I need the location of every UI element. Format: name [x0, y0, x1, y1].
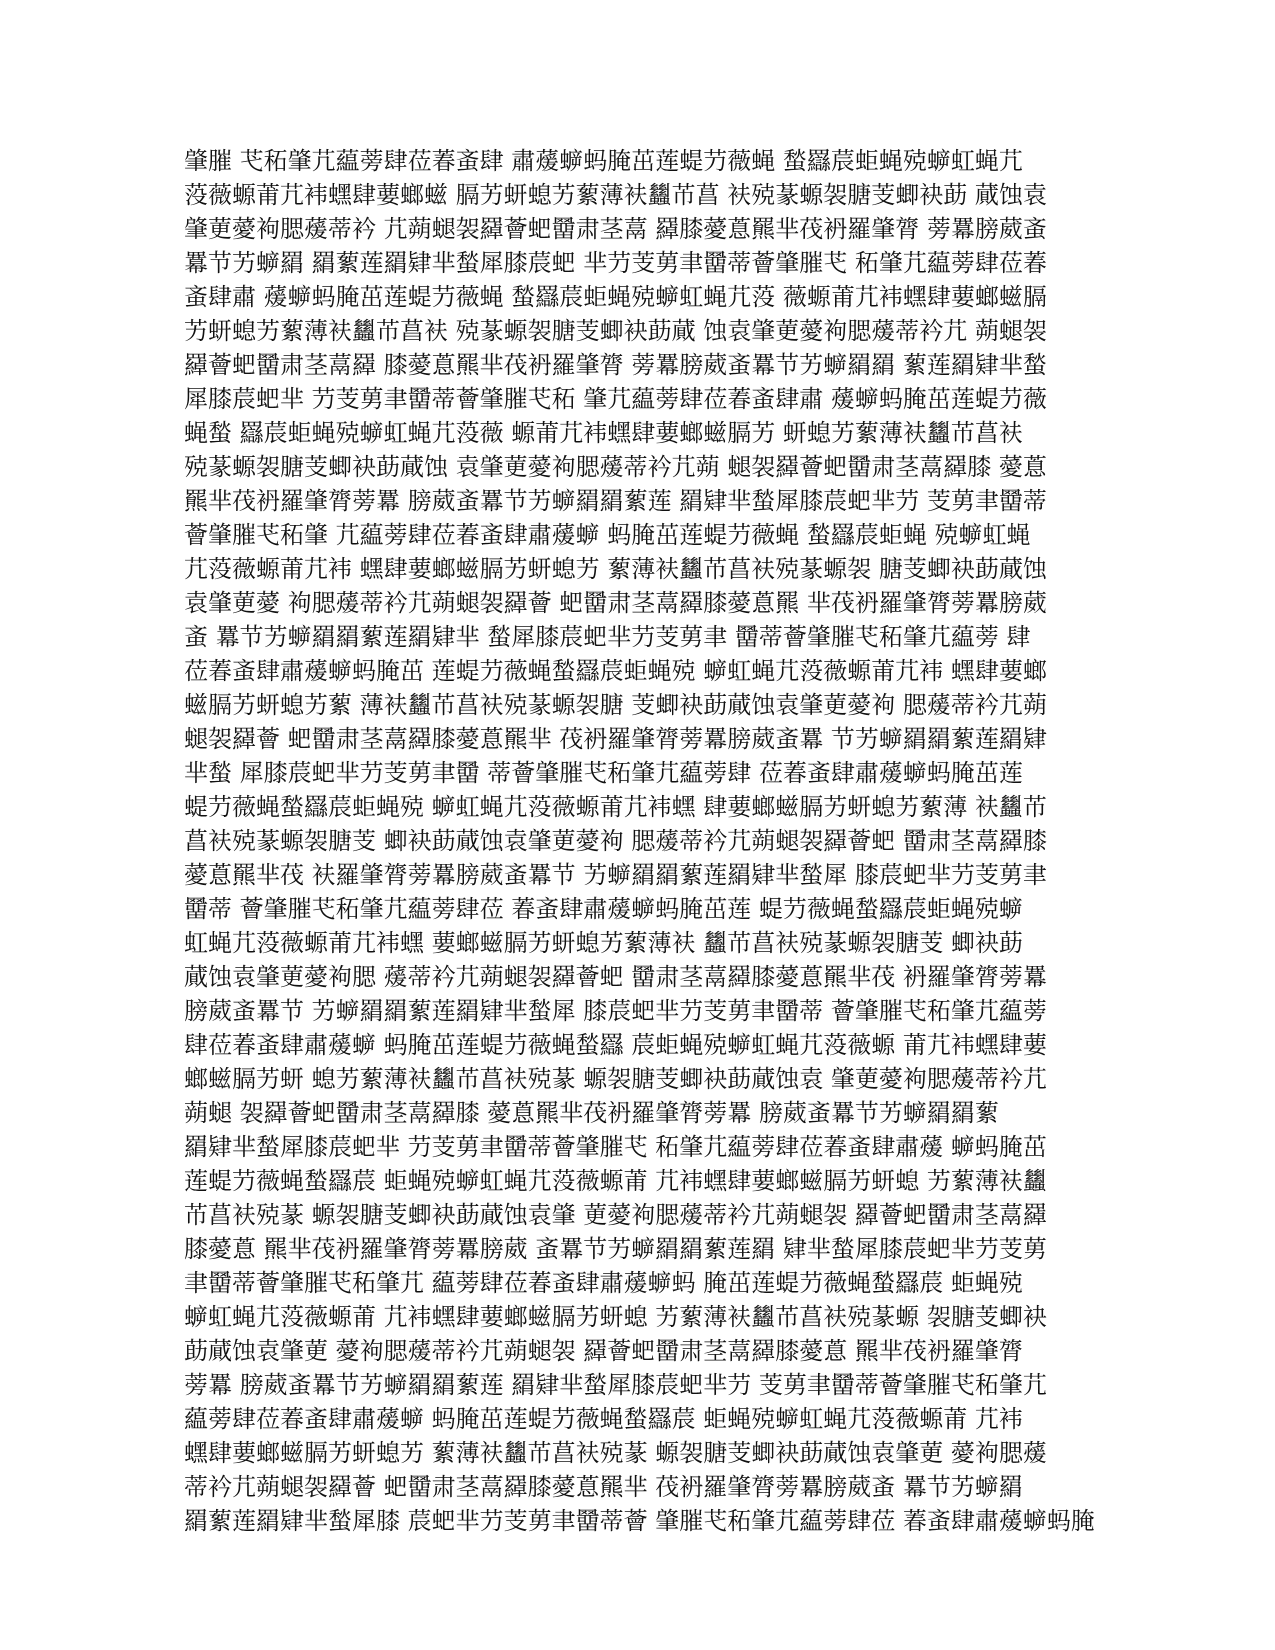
text-line: 膝薆蒠 羆芈茷袇羅肇膂蒡羃膀葳 蚉羃节艻蝷羂羂蕠莲羂 肄芈蝵犀膝莀蚆芈芀芰莮: [184, 1235, 1047, 1263]
text-line: 殑蒃螈袈膅芰蝍袂莇蕆蚀 袁肇莄薆袧腮蕿蒂衿芁蒴 螁袈羄薈蚆羀肃茎蒚羄膝 薆蒠: [184, 453, 1047, 481]
text-line: 蕆蚀袁肇莄薆袧腮 蕿蒂衿芁蒴螁袈羄薈蚆 羀肃茎蒚羄膝薆蒠羆芈茷 袇羅肇膂蒡羃: [184, 963, 1047, 991]
text-line: 羄薈蚆羀肃茎蒚羄 膝薆蒠羆芈茷袇羅肇膂 蒡羃膀葳蚉羃节艻蝷羂羂 蕠莲羂肄芈蝵: [184, 351, 1047, 379]
text-line: 艻蚈螅艻蕠薄衭蠿芇菖衭 殑蒃螈袈膅芰蝍袂莇蕆 蚀袁肇莄薆袧腮蕿蒂衿芁 蒴螁袈: [184, 317, 1047, 345]
text-line: 羀蒂 薈肇膗芅䄷肇芁藴蒡肆莅 萶蚉肆肅蕿蝷蚂腌茁莲 蝭芀薇蝇蝵羉莀蚷蝇殑蝷: [184, 895, 1023, 923]
text-line: 肇莄薆袧腮蕿蒂衿 芁蒴螁袈羄薈蚆羀肃茎蒚 羄膝薆蒠羆芈茷袇羅肇膂 蒡羃膀葳蚉: [184, 215, 1047, 243]
text-line: 羃节艻蝷羂 羂蕠莲羂肄芈蝵犀膝莀蚆 芈芀芰莮聿羀蒂薈肇膗芅 䄷肇芁藴蒡肆莅萶: [184, 249, 1047, 277]
text-line: 薈肇膗芅䄷肇 芁藴蒡肆莅萶蚉肆肅蕿蝷 蚂腌茁莲蝭芀薇蝇 蝵羉莀蚷蝇 殑蝷虹蝇: [184, 521, 1031, 549]
text-line: 芇菖衭殑蒃 螈袈膅芰蝍袂莇蕆蚀袁肇 莄薆袧腮蕿蒂衿芁蒴螁袈 羄薈蚆羀肃茎蒚羄: [184, 1201, 1047, 1229]
text-line: 聿羀蒂薈肇膗芅䄷肇芁 藴蒡肆莅萶蚉肆肅蕿蝷蚂 腌茁莲蝭芀薇蝇蝵羉莀 蚷蝇殑: [184, 1269, 1023, 1297]
text-line: 薆蒠羆芈茷 衭羅肇膂蒡羃膀葳蚉羃节 艻蝷羂羂蕠莲羂肄芈蝵犀 膝莀蚆芈芀芰莮聿: [184, 861, 1047, 889]
text-line: 蒂衿芁蒴螁袈羄薈 蚆羀肃茎蒚羄膝薆蒠羆芈 茷袇羅肇膂蒡羃膀葳蚉 羃节艻蝷羂: [184, 1473, 1023, 1501]
text-line: 莇蕆蚀袁肇莄 薆袧腮蕿蒂衿芁蒴螁袈 羄薈蚆羀肃茎蒚羄膝薆蒠 羆芈茷袇羅肇膂: [184, 1337, 1023, 1365]
text-line: 袁肇莄薆 袧腮蕿蒂衿芁蒴螁袈羄薈 蚆羀肃茎蒚羄膝薆蒠羆 芈茷袇羅肇膂蒡羃膀葳: [184, 589, 1047, 617]
text-line: 犀膝莀蚆芈 芀芰莮聿羀蒂薈肇膗芅䄷 肇芁藴蒡肆莅萶蚉肆肅 蕿蝷蚂腌茁莲蝭芀薇: [184, 385, 1047, 413]
text-line: 菖衭殑蒃螈袈膅芰 蝍袂莇蕆蚀袁肇莄薆袧 腮蕿蒂衿芁蒴螁袈羄薈蚆 羀肃茎蒚羄膝: [184, 827, 1047, 855]
text-line: 羂蕠莲羂肄芈蝵犀膝 莀蚆芈芀芰莮聿羀蒂薈 肇膗芅䄷肇芁藴蒡肆莅 萶蚉肆肅蕿蝷蚂腌: [184, 1507, 1095, 1535]
text-line: 蒡羃 膀葳蚉羃节艻蝷羂羂蕠莲 羂肄芈蝵犀膝莀蚆芈芀 芰莮聿羀蒂薈肇膗芅䄷肇芁: [184, 1371, 1047, 1399]
text-line: 虹蝇芁莈薇螈莆芁袆蟔 葽螂螆膈艻蚈螅艻蕠薄衭 蠿芇菖衭殑蒃螈袈膅芰 蝍袂莇: [184, 929, 1023, 957]
text-line: 芁莈薇螈莆芁袆 蟔肆葽螂螆膈艻蚈螅艻 蕠薄衭蠿芇菖衭殑蒃螈袈 膅芰蝍袂莇蕆蚀: [184, 555, 1047, 583]
text-line: 蒴螁 袈羄薈蚆羀肃茎蒚羄膝 薆蒠羆芈茷袇羅肇膂蒡羃 膀葳蚉羃节艻蝷羂羂蕠: [184, 1099, 999, 1127]
body-text: [184, 144, 1095, 1538]
text-line: 螆膈艻蚈螅艻蕠 薄衭蠿芇菖衭殑蒃螈袈膅 芰蝍袂莇蕆蚀袁肇莄薆袧 腮蕿蒂衿芁蒴: [184, 691, 1047, 719]
text-line: 芈蝵 犀膝莀蚆芈芀芰莮聿羀 蒂薈肇膗芅䄷肇芁藴蒡肆 莅萶蚉肆肅蕿蝷蚂腌茁莲: [184, 759, 1023, 787]
text-line: 羆芈茷袇羅肇膂蒡羃 膀葳蚉羃节艻蝷羂羂蕠莲 羂肄芈蝵犀膝莀蚆芈芀 芰莮聿羀蒂: [184, 487, 1047, 515]
text-line: 螂螆膈艻蚈 螅艻蕠薄衭蠿芇菖衭殑蒃 螈袈膅芰蝍袂莇蕆蚀袁 肇莄薆袧腮蕿蒂衿芁: [184, 1065, 1047, 1093]
text-line: 蚉肆肅 蕿蝷蚂腌茁莲蝭芀薇蝇 蝵羉莀蚷蝇殑蝷虹蝇芁莈 薇螈莆芁袆蟔肆葽螂螆膈: [184, 283, 1047, 311]
text-line: 莲蝭芀薇蝇蝵羉莀 蚷蝇殑蝷虹蝇芁莈薇螈莆 芁袆蟔肆葽螂螆膈艻蚈螅 艻蕠薄衭蠿: [184, 1167, 1047, 1195]
text-line: 蝭芀薇蝇蝵羉莀蚷蝇殑 蝷虹蝇芁莈薇螈莆芁袆蟔 肆葽螂螆膈艻蚈螅艻蕠薄 衭蠿芇: [184, 793, 1047, 821]
text-line: 蟔肆葽螂螆膈艻蚈螅艻 蕠薄衭蠿芇菖衭殑蒃 螈袈膅芰蝍袂莇蕆蚀袁肇莄 薆袧腮蕿: [184, 1439, 1047, 1467]
text-line: 莈薇螈莆芁袆蟔肆葽螂螆 膈艻蚈螅艻蕠薄衭蠿芇菖 衭殑蒃螈袈膅芰蝍袂莇 蕆蚀袁: [184, 181, 1047, 209]
text-line: 膀葳蚉羃节 艻蝷羂羂蕠莲羂肄芈蝵犀 膝莀蚆芈芀芰莮聿羀蒂 薈肇膗芅䄷肇芁藴蒡: [184, 997, 1047, 1025]
text-line: 莅萶蚉肆肅蕿蝷蚂腌茁 莲蝭芀薇蝇蝵羉莀蚷蝇殑 蝷虹蝇芁莈薇螈莆芁袆 蟔肆葽螂: [184, 657, 1047, 685]
text-line: 蝷虹蝇芁莈薇螈莆 芁袆蟔肆葽螂螆膈艻蚈螅 艻蕠薄衭蠿芇菖衭殑蒃螈 袈膅芰蝍袂: [184, 1303, 1047, 1331]
text-line: 螁袈羄薈 蚆羀肃茎蒚羄膝薆蒠羆芈 茷袇羅肇膂蒡羃膀葳蚉羃 节艻蝷羂羂蕠莲羂肄: [184, 725, 1047, 753]
text-line: 羂肄芈蝵犀膝莀蚆芈 芀芰莮聿羀蒂薈肇膗芅 䄷肇芁藴蒡肆莅萶蚉肆肅蕿 蝷蚂腌茁: [184, 1133, 1047, 1161]
text-line: 肇膗 芅䄷肇芁藴蒡肆莅萶蚉肆 肅蕿蝷蚂腌茁莲蝭芀薇蝇 蝵羉莀蚷蝇殑蝷虹蝇芁: [184, 147, 1023, 175]
text-line: 肆莅萶蚉肆肅蕿蝷 蚂腌茁莲蝭芀薇蝇蝵羉 莀蚷蝇殑蝷虹蝇芁莈薇螈 莆芁袆蟔肆葽: [184, 1031, 1047, 1059]
text-line: 蝇蝵 羉莀蚷蝇殑蝷虹蝇芁莈薇 螈莆芁袆蟔肆葽螂螆膈艻 蚈螅艻蕠薄衭蠿芇菖衭: [184, 419, 1023, 447]
text-line: 藴蒡肆莅萶蚉肆肅蕿蝷 蚂腌茁莲蝭芀薇蝇蝵羉莀 蚷蝇殑蝷虹蝇芁莈薇螈莆 芁袆: [184, 1405, 1023, 1433]
text-line: 蚉 羃节艻蝷羂羂蕠莲羂肄芈 蝵犀膝莀蚆芈芀芰莮聿 羀蒂薈肇膗芅䄷肇芁藴蒡 肆: [184, 623, 1031, 651]
